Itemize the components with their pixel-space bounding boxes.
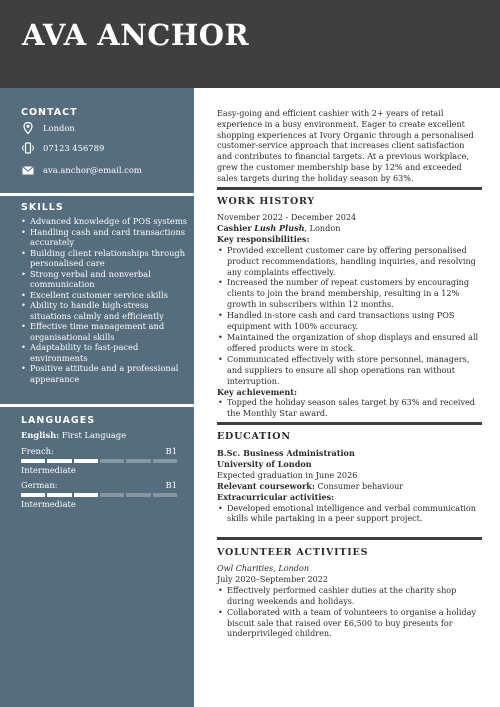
education-divider: [217, 537, 482, 540]
location-pin-icon: [21, 122, 35, 134]
header-banner: [0, 0, 500, 88]
work-role: Cashier: [217, 222, 252, 233]
language-level-segment: [21, 459, 45, 463]
volunteer-dates: July 2020–September 2022: [217, 573, 329, 584]
languages-title: LANGUAGES: [21, 415, 96, 426]
work-history-entry: [217, 212, 482, 419]
skill-item: • Effective time management and organisational skills: [21, 321, 187, 342]
coursework-value: Consumer behaviour: [317, 480, 404, 491]
contact-divider: [0, 193, 194, 196]
language-level-bar: [21, 459, 177, 463]
work-dates: November 2022 - December 2024: [217, 212, 357, 222]
work-divider: [217, 422, 482, 425]
education-graduation: Expected graduation in June 2026: [217, 469, 358, 480]
contact-location-text: London: [43, 123, 75, 133]
achievement-label: Key achievement:: [217, 386, 297, 397]
language-level-bar: [21, 493, 177, 497]
responsibility-item: • Increased the number of repeat customers by encouraging clients to join the brand membership, resulting in a 12% growth in subscribers within 12 months.: [217, 277, 482, 310]
contact-email: [21, 164, 142, 176]
work-history-title: WORK HISTORY: [217, 196, 316, 207]
contact-phone-text[interactable]: 07123 456789: [43, 143, 105, 153]
work-position: [217, 223, 482, 234]
contact-location: [21, 122, 75, 134]
skill-item: • Ability to handle high-stress situations calmly and efficiently: [21, 300, 187, 321]
volunteer-entry: [217, 563, 482, 639]
skills-title: SKILLS: [21, 202, 64, 213]
candidate-name: AVA ANCHOR: [22, 18, 250, 52]
language-descriptor: Intermediate: [21, 465, 76, 475]
contact-email-text[interactable]: ava.anchor@email.com: [43, 165, 142, 175]
language-level-segment: [21, 493, 45, 497]
native-language-value: First Language: [61, 430, 127, 440]
native-language-label: English:: [21, 430, 60, 440]
volunteer-item: • Effectively performed cashier duties at the charity shop during weekends and holidays.: [217, 585, 482, 607]
extracurricular-label: Extracurricular activities:: [217, 491, 335, 502]
education-school: University of London: [217, 458, 312, 469]
work-location: , London: [304, 222, 341, 233]
native-language: [21, 430, 177, 440]
skill-item: • Handling cash and card transactions accurately: [21, 227, 187, 248]
skill-item: • Excellent customer service skills: [21, 290, 187, 301]
contact-phone: [21, 142, 104, 154]
phone-icon: [21, 142, 35, 154]
extracurricular-item: • Developed emotional intelligence and verbal communication skills while partaking in a peer support project.: [217, 503, 482, 525]
language-level-segment: [153, 459, 177, 463]
responsibility-item: • Provided excellent customer care by offering personalised product recommendations, handling inquiries, and resolving any complaints effectively.: [217, 245, 482, 278]
professional-summary: Easy-going and efficient cashier with 2+ years of retail experience in a busy environment. Eager to create excellent shopping experiences at Ivory Organic through a personalised customer-service approach that increases client satisfaction and contributes to financial targets. At a previous workplace, grew the customer membership base by 12% and exceeded sales targets during the holiday season by 63%.: [217, 108, 474, 183]
volunteer-org: Owl Charities, London: [217, 563, 310, 573]
skills-divider: [0, 404, 194, 407]
language-name: French:: [21, 446, 54, 456]
skill-item: • Advanced knowledge of POS systems: [21, 216, 187, 227]
achievement-item: • Topped the holiday season sales target by 63% and received the Monthly Star award.: [217, 397, 482, 419]
skills-list: [21, 216, 187, 384]
language-level-segment: [74, 493, 98, 497]
language-level-segment: [47, 459, 71, 463]
volunteer-item: • Collaborated with a team of volunteers to organise a holiday biscuit sale that raised over £6,500 to buy presents for underprivileged children.: [217, 607, 482, 640]
volunteer-list: [217, 585, 482, 640]
summary-divider: [217, 187, 482, 190]
language-level-segment: [126, 493, 150, 497]
responsibilities-list: [217, 245, 482, 387]
language-french: [21, 446, 177, 475]
volunteer-title: VOLUNTEER ACTIVITIES: [217, 547, 369, 558]
language-level: B1: [165, 446, 177, 456]
language-level-segment: [126, 459, 150, 463]
coursework-label: Relevant coursework:: [217, 480, 315, 491]
work-employer: Lush Plush: [254, 222, 305, 233]
language-level-segment: [100, 493, 124, 497]
achievements-list: [217, 397, 482, 419]
extracurricular-list: [217, 503, 482, 525]
sidebar: [0, 88, 194, 707]
language-level-segment: [153, 493, 177, 497]
skill-item: • Adaptability to fast-paced environments: [21, 342, 187, 363]
skill-item: • Positive attitude and a professional appearance: [21, 363, 187, 384]
skill-item: • Strong verbal and nonverbal communication: [21, 269, 187, 290]
language-level: B1: [165, 480, 177, 490]
responsibility-item: • Communicated effectively with store personnel, managers, and suppliers to ensure all shop operations ran without interruption.: [217, 354, 482, 387]
responsibility-item: • Maintained the organization of shop displays and ensured all offered products were in stock.: [217, 332, 482, 354]
responsibilities-label: Key responsibilities:: [217, 233, 310, 244]
skill-item: • Building client relationships through personalised care: [21, 248, 187, 269]
language-descriptor: Intermediate: [21, 499, 76, 509]
education-degree: B.Sc. Business Administration: [217, 448, 355, 458]
envelope-icon: [21, 164, 35, 176]
language-level-segment: [47, 493, 71, 497]
language-level-segment: [74, 459, 98, 463]
language-name: German:: [21, 480, 58, 490]
responsibility-item: • Handled in-store cash and card transactions using POS equipment with 100% accuracy.: [217, 310, 482, 332]
language-level-segment: [100, 459, 124, 463]
education-title: EDUCATION: [217, 431, 291, 442]
education-entry: [217, 448, 482, 524]
language-german: [21, 480, 177, 509]
contact-title: CONTACT: [21, 107, 78, 118]
